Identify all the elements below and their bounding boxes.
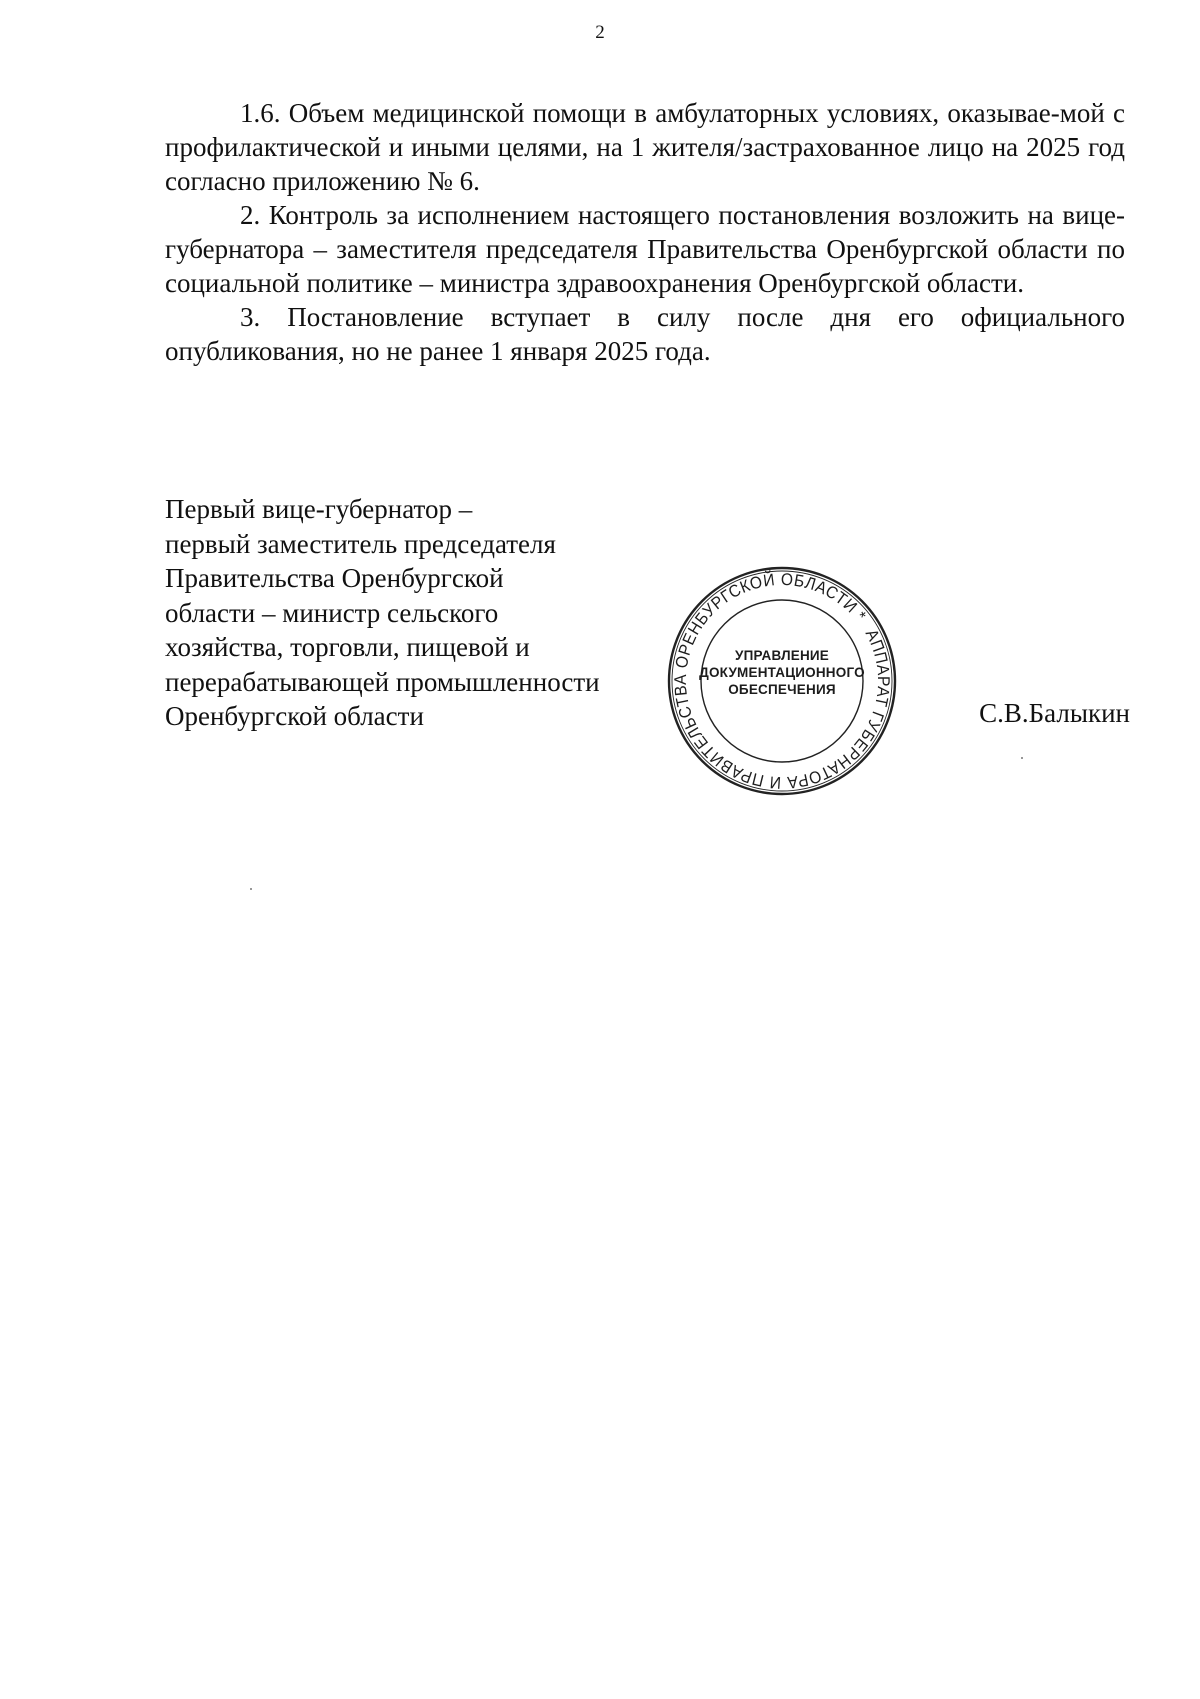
paragraph-2: 2. Контроль за исполнением настоящего постановления возложить на вице-губернатора – заместителя председателя Правительства Оренбургской области по социальной политике – министра здравоохранения Оренбургской области. bbox=[165, 200, 1125, 298]
seal-center-line: ДОКУМЕНТАЦИОННОГО bbox=[699, 665, 865, 680]
paragraph-3: 3. Постановление вступает в силу после дня его официального опубликования, но не ранее 1 января 2025 года. bbox=[165, 302, 1125, 366]
signer-title-line: Правительства Оренбургской bbox=[165, 563, 504, 593]
paragraph-1-6: 1.6. Объем медицинской помощи в амбулаторных условиях, оказывае-мой с профилактической и иными целями, на 1 жителя/застрахованное лицо на 2025 год согласно приложению № 6. bbox=[165, 98, 1125, 196]
signer-title bbox=[165, 492, 665, 734]
signer-title-line: области – министр сельского bbox=[165, 597, 499, 628]
signer-title-line: первый заместитель председателя bbox=[165, 528, 556, 559]
seal-center-text bbox=[685, 647, 879, 698]
signer-title-line: хозяйства, торговли, пищевой и bbox=[165, 632, 530, 662]
seal-center-line: ОБЕСПЕЧЕНИЯ bbox=[728, 682, 836, 697]
signer-title-line: Первый вице-губернатор – bbox=[165, 494, 473, 524]
scan-speck bbox=[1021, 757, 1023, 759]
scan-speck bbox=[250, 888, 252, 890]
signer-name: С.В.Балыкин bbox=[979, 698, 1130, 728]
official-seal-stamp bbox=[663, 562, 901, 800]
page-number: 2 bbox=[595, 22, 605, 43]
document-body bbox=[165, 96, 1125, 368]
seal-center-line: УПРАВЛЕНИЕ bbox=[734, 648, 829, 663]
seal-ring-text-path: АППАРАТ ГУБЕРНАТОРА И ПРАВИТЕЛЬСТВА ОРЕНБУРГСКОЙ ОБЛАСТИ * bbox=[670, 569, 894, 793]
signer-title-line: Оренбургской области bbox=[165, 701, 424, 731]
signer-title-line: перерабатывающей промышленности bbox=[165, 666, 600, 697]
